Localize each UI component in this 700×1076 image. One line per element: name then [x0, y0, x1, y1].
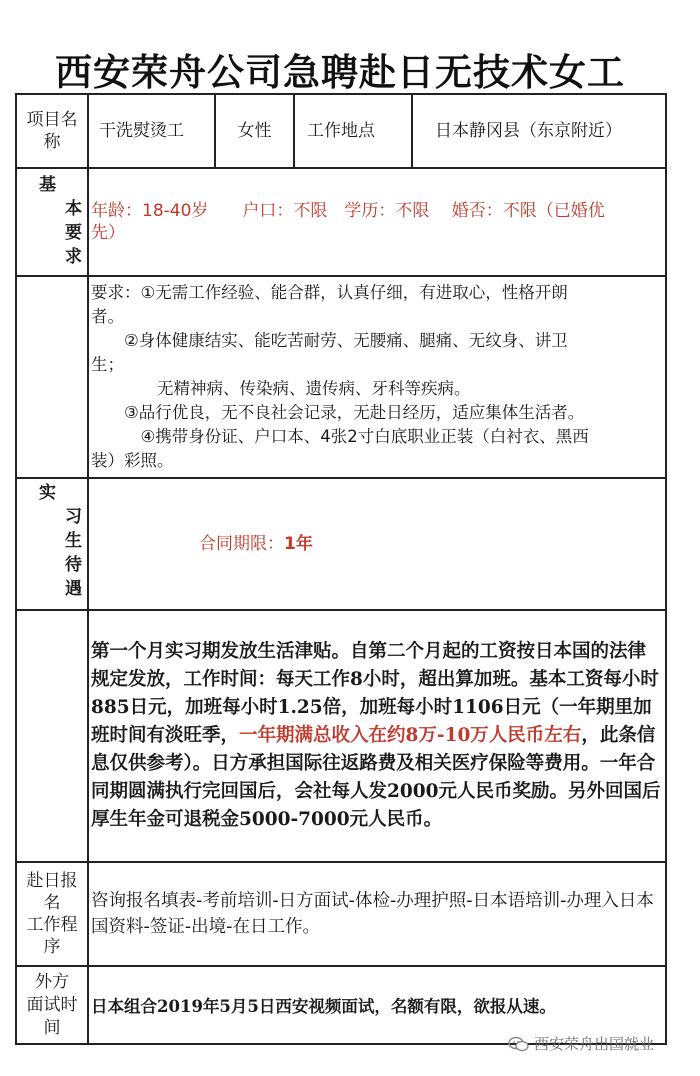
detail-requirements-text: [88, 276, 666, 478]
treatment-label-char-4: 待: [65, 555, 82, 575]
requirement-line: 者。: [91, 307, 124, 326]
project-name-label-line1: 项目名: [26, 110, 78, 130]
basic-label-char-2: 本: [65, 199, 82, 219]
basic-requirements-row: [16, 168, 666, 276]
treatment-row: [16, 478, 666, 610]
interview-text: 日本组合2019年5月5日西安视频面试，名额有限，欲报从速。: [88, 966, 666, 1044]
job-title: 干洗熨烫工: [88, 94, 215, 168]
requirement-line: 生；: [91, 355, 124, 374]
salary-row: [16, 610, 666, 862]
requirement-line: ③品行优良，无不良社会记录，无赴日经历，适应集体生活者。: [91, 403, 585, 422]
procedure-label-line: 名: [43, 893, 61, 913]
detail-requirements-label-empty: [16, 276, 88, 478]
contract-term: [88, 478, 666, 610]
salary-text: [88, 610, 666, 862]
procedure-text: 咨询报名填表-考前培训-日方面试-体检-办理护照-日本语培训-办理入日本国资料-签证-出境-在日工作。: [88, 862, 666, 966]
requirement-line: 无精神病、传染病、遗传病、牙科等疾病。: [91, 379, 471, 398]
treatment-label-char-1: 实: [39, 483, 56, 503]
treatment-label-char-2: 习: [65, 507, 82, 527]
treatment-label-char-5: 遇: [65, 579, 82, 599]
basic-requirements-text: [88, 168, 666, 276]
salary-label-empty: [16, 610, 88, 862]
basic-requirements-label: [16, 168, 88, 276]
interview-label-line: 面试时: [26, 994, 78, 1015]
recruitment-table: [15, 93, 667, 1045]
project-row: [16, 94, 666, 168]
work-location-value: 日本静冈县（东京附近）: [412, 94, 666, 168]
treatment-label: [16, 478, 88, 610]
procedure-row: [16, 862, 666, 966]
project-name-label-cell: [16, 94, 88, 168]
contract-term-label: 合同期限：: [199, 534, 284, 554]
basic-requirements-line-2: 先）: [91, 223, 125, 243]
salary-text-part1: 第一个月实习期发放生活津贴。自第二个月起的工资按日本国的法律规定发放，工作时间：每天工作8小时，超出算加班。基本工资每小时885日元，加班每小时1.25倍，加班每小时1106日元（一年期里加班时间有淡旺季，: [91, 641, 659, 746]
requirement-line: ②身体健康结实、能吃苦耐劳、无腰痛、腿痛、无纹身、讲卫: [91, 331, 568, 350]
page-title: 西安荣舟公司急聘赴日无技术女工: [55, 51, 625, 94]
basic-requirements-line-1: 年龄：18-40岁 户口：不限 学历：不限 婚否：不限（已婚优: [91, 201, 605, 221]
interview-label-line: 间: [43, 1017, 61, 1038]
contract-term-value: 1年: [284, 534, 313, 554]
procedure-label-line: 序: [43, 937, 61, 957]
watermark-text: 西安荣舟出国就业: [534, 1035, 655, 1053]
detail-requirements-row: [16, 276, 666, 478]
salary-text-part3: ，此条信息仅供参考）。日方承担国际往返路费及相关医疗保险等费用。一年合同期圆满执行完回国后，会社每人发2000元人民币奖励。另外回国后厚生年金可退税金5000-7000元人民币。: [91, 725, 661, 830]
basic-label-char-1: 基: [39, 175, 56, 195]
salary-highlight: 一年期满总收入在约8万-10万人民币左右: [239, 725, 582, 746]
project-name-label-line2: 称: [43, 132, 61, 152]
treatment-label-char-3: 生: [65, 531, 82, 551]
procedure-label-line: 工作程: [26, 915, 78, 935]
interview-label-line: 外方: [35, 971, 69, 992]
work-location-label: 工作地点: [294, 94, 412, 168]
requirement-line: 装）彩照。: [91, 451, 174, 470]
gender-value: 女性: [215, 94, 294, 168]
requirement-line: ④携带身份证、户口本、4张2寸白底职业正装（白衬衣、黑西: [91, 427, 589, 446]
watermark: [508, 1033, 654, 1054]
basic-label-char-4: 求: [65, 247, 82, 267]
procedure-label-line: 赴日报: [26, 871, 78, 891]
requirement-line: 要求：①无需工作经验、能合群，认真仔细，有进取心，性格开朗: [91, 283, 568, 302]
procedure-label: [16, 862, 88, 966]
basic-label-char-3: 要: [65, 223, 82, 243]
wechat-icon: [508, 1036, 530, 1052]
interview-label: [16, 966, 88, 1044]
